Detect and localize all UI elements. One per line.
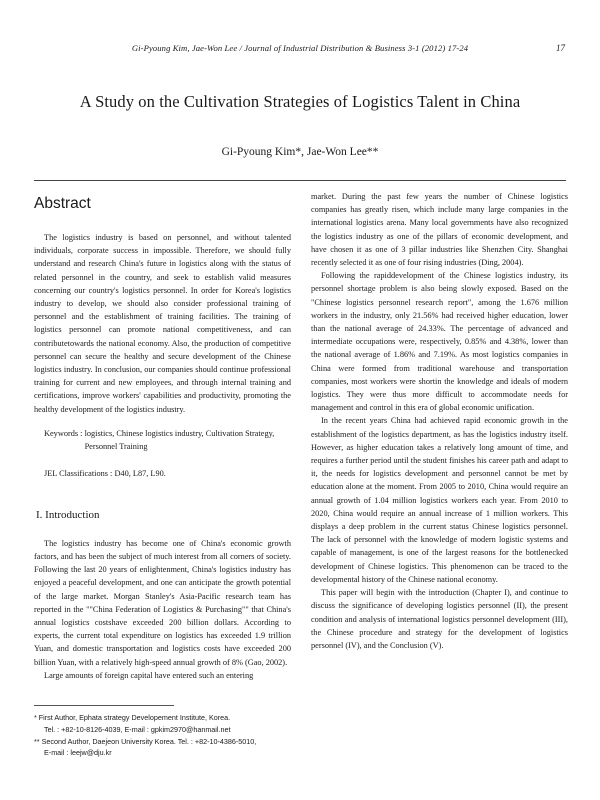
- paper-title: A Study on the Cultivation Strategies of Logistics Talent in China: [79, 92, 521, 111]
- body-paragraph-4: This paper will begin with the introduction (Chapter I), and continue to discuss the significance of developing logistics personnel (II), the present condition and analysis of international logistics personnel development (III), the Chinese procedure and strategy for the development of logistics personnel (IV), and the Conclusion (V).: [311, 588, 568, 650]
- footnote-first-author-contact: Tel. : +82-10-8126-4039, E-mail : gpkim2970@hanmail.net: [44, 724, 231, 734]
- body-paragraph-2: Following the rapiddevelopment of the Chinese logistics industry, its personnel shortage problem is also being slowly exposed. Based on the "Chinese logistics personnel research report", among the 1.676 million workers in the industry, only 21.56% had received higher education, lower than the national average of 24.33%. The percentage of advanced and intermediate occupations were, respectively, 0.85% and 4.38%, lower than the national average of 1.86% and 7.19%. As most logistics companies in China were formed from traditional warehouse and transportation companies, most workers were shortin the knowledge and ideals of modern logistics. They were thus more difficult to accommodate needs for management and control in this era of global economic unification.: [311, 271, 568, 413]
- header-rule: [34, 180, 566, 181]
- page-number: 17: [556, 43, 565, 53]
- jel-classifications: JEL Classifications : D40, L87, L90.: [44, 468, 166, 478]
- footnote-second-author-contact: E-mail : leejw@dju.kr: [44, 748, 112, 758]
- body-paragraph-1: market. During the past few years the number of Chinese logistics companies has greatly risen, which include many large companies in the international logistics arena. Many local governments have also recognized the logistics industry as one of the pillars of economic development, and have chosen it as one of 3 pillar industries like Shenzhen City. Shanghai recently selected it as one of four rising industries (Ding, 2004).: [311, 192, 568, 268]
- footnote-rule: [34, 705, 174, 706]
- left-column: [34, 190, 291, 682]
- footnotes: [34, 712, 304, 759]
- keywords-value: logistics, Chinese logistics industry, Cultivation Strategy, Personnel Training: [84, 428, 275, 451]
- running-head: Gi-Pyoung Kim, Jae-Won Lee / Journal of Industrial Distribution & Business 3-1 (2012) 17-24: [131, 43, 469, 53]
- section-heading-introduction: I. Introduction: [36, 508, 100, 521]
- intro-paragraph-1: The logistics industry has become one of China's economic growth factors, and has been the subject of much interest from all corners of society. Following the last 20 years of enlightenment, China's logistics industry has enjoyed a peaceful development, and one can anticipate the growth potential of the large market. Morgan Stanley's Asia-Pacific research team has reported in the ""China Federation of Logistics & Purchasing"" that China's annual logistics costshave exceeded 200 billion dollars. According to experts, the current total expenditure on logistics has exceeded 1.9 trillion Yuan, and domestic transportation and logistics costs have exceeded 200 billion Yuan, with a relatively high-speed annual growth of 8% (Gao, 2002).: [34, 538, 291, 667]
- abstract-heading: Abstract: [34, 195, 91, 212]
- paper-authors: Gi-Pyoung Kim*, Jae-Won Lee**: [221, 146, 379, 158]
- abstract-text: The logistics industry is based on personnel, and without talented individuals, corporate success in impossible. Therefore, we should fully understand and research China's future in logistics along with the status of related personnel in the country, and seek to establish valid measures concerning our country's logistics personnel. In order for Korea's logistics industry to develop, we should also consider professional training of personnel and the establishment of training facilities. The training of logistics personnel can promote national competitiveness, and can contributetowards the national economy. Also, the production of competitive personnel can secure the healthy and secure development of the Chinese logistics industry. In conclusion, our companies should continue professional training for current and new employees, and through internal training and certifications, improve workers' capabilities and productivity, promoting the healthy development of the logistics industry.: [34, 233, 291, 414]
- right-column: [311, 190, 568, 652]
- footnote-first-author: * First Author, Ephata strategy Developement Institute, Korea.: [34, 713, 231, 722]
- keywords: [34, 427, 291, 453]
- body-paragraph-3: In the recent years China had achieved rapid economic growth in the establishment of the logistics department, as has the logistics industry itself. However, as higher education takes a relatively long amount of time, and requires a further period until the student finishes his career path and adapt to it, the needs for logistics development and personnel cannot be met by education alone at the moment. From 2005 to 2010, China would require an annual growth of 1.04 million logistics workers each year. From 2010 to 2020, China would require an annual increase of 1 million workers. This displays a deep problem in the current status Chinese logistics personnel. The lack of personnel with the knowledge of modern logistic systems and capable of management, is one of the largest reasons for the bottlenecked development of Chinese logistics. This phenomenon can be traced to the developmental history of the Chinese national economy.: [311, 416, 568, 584]
- intro-paragraph-2: Large amounts of foreign capital have entered such an entering: [44, 670, 254, 680]
- footnote-second-author: ** Second Author, Daejeon University Korea. Tel. : +82-10-4386-5010,: [34, 736, 257, 746]
- keywords-label: Keywords :: [44, 428, 85, 438]
